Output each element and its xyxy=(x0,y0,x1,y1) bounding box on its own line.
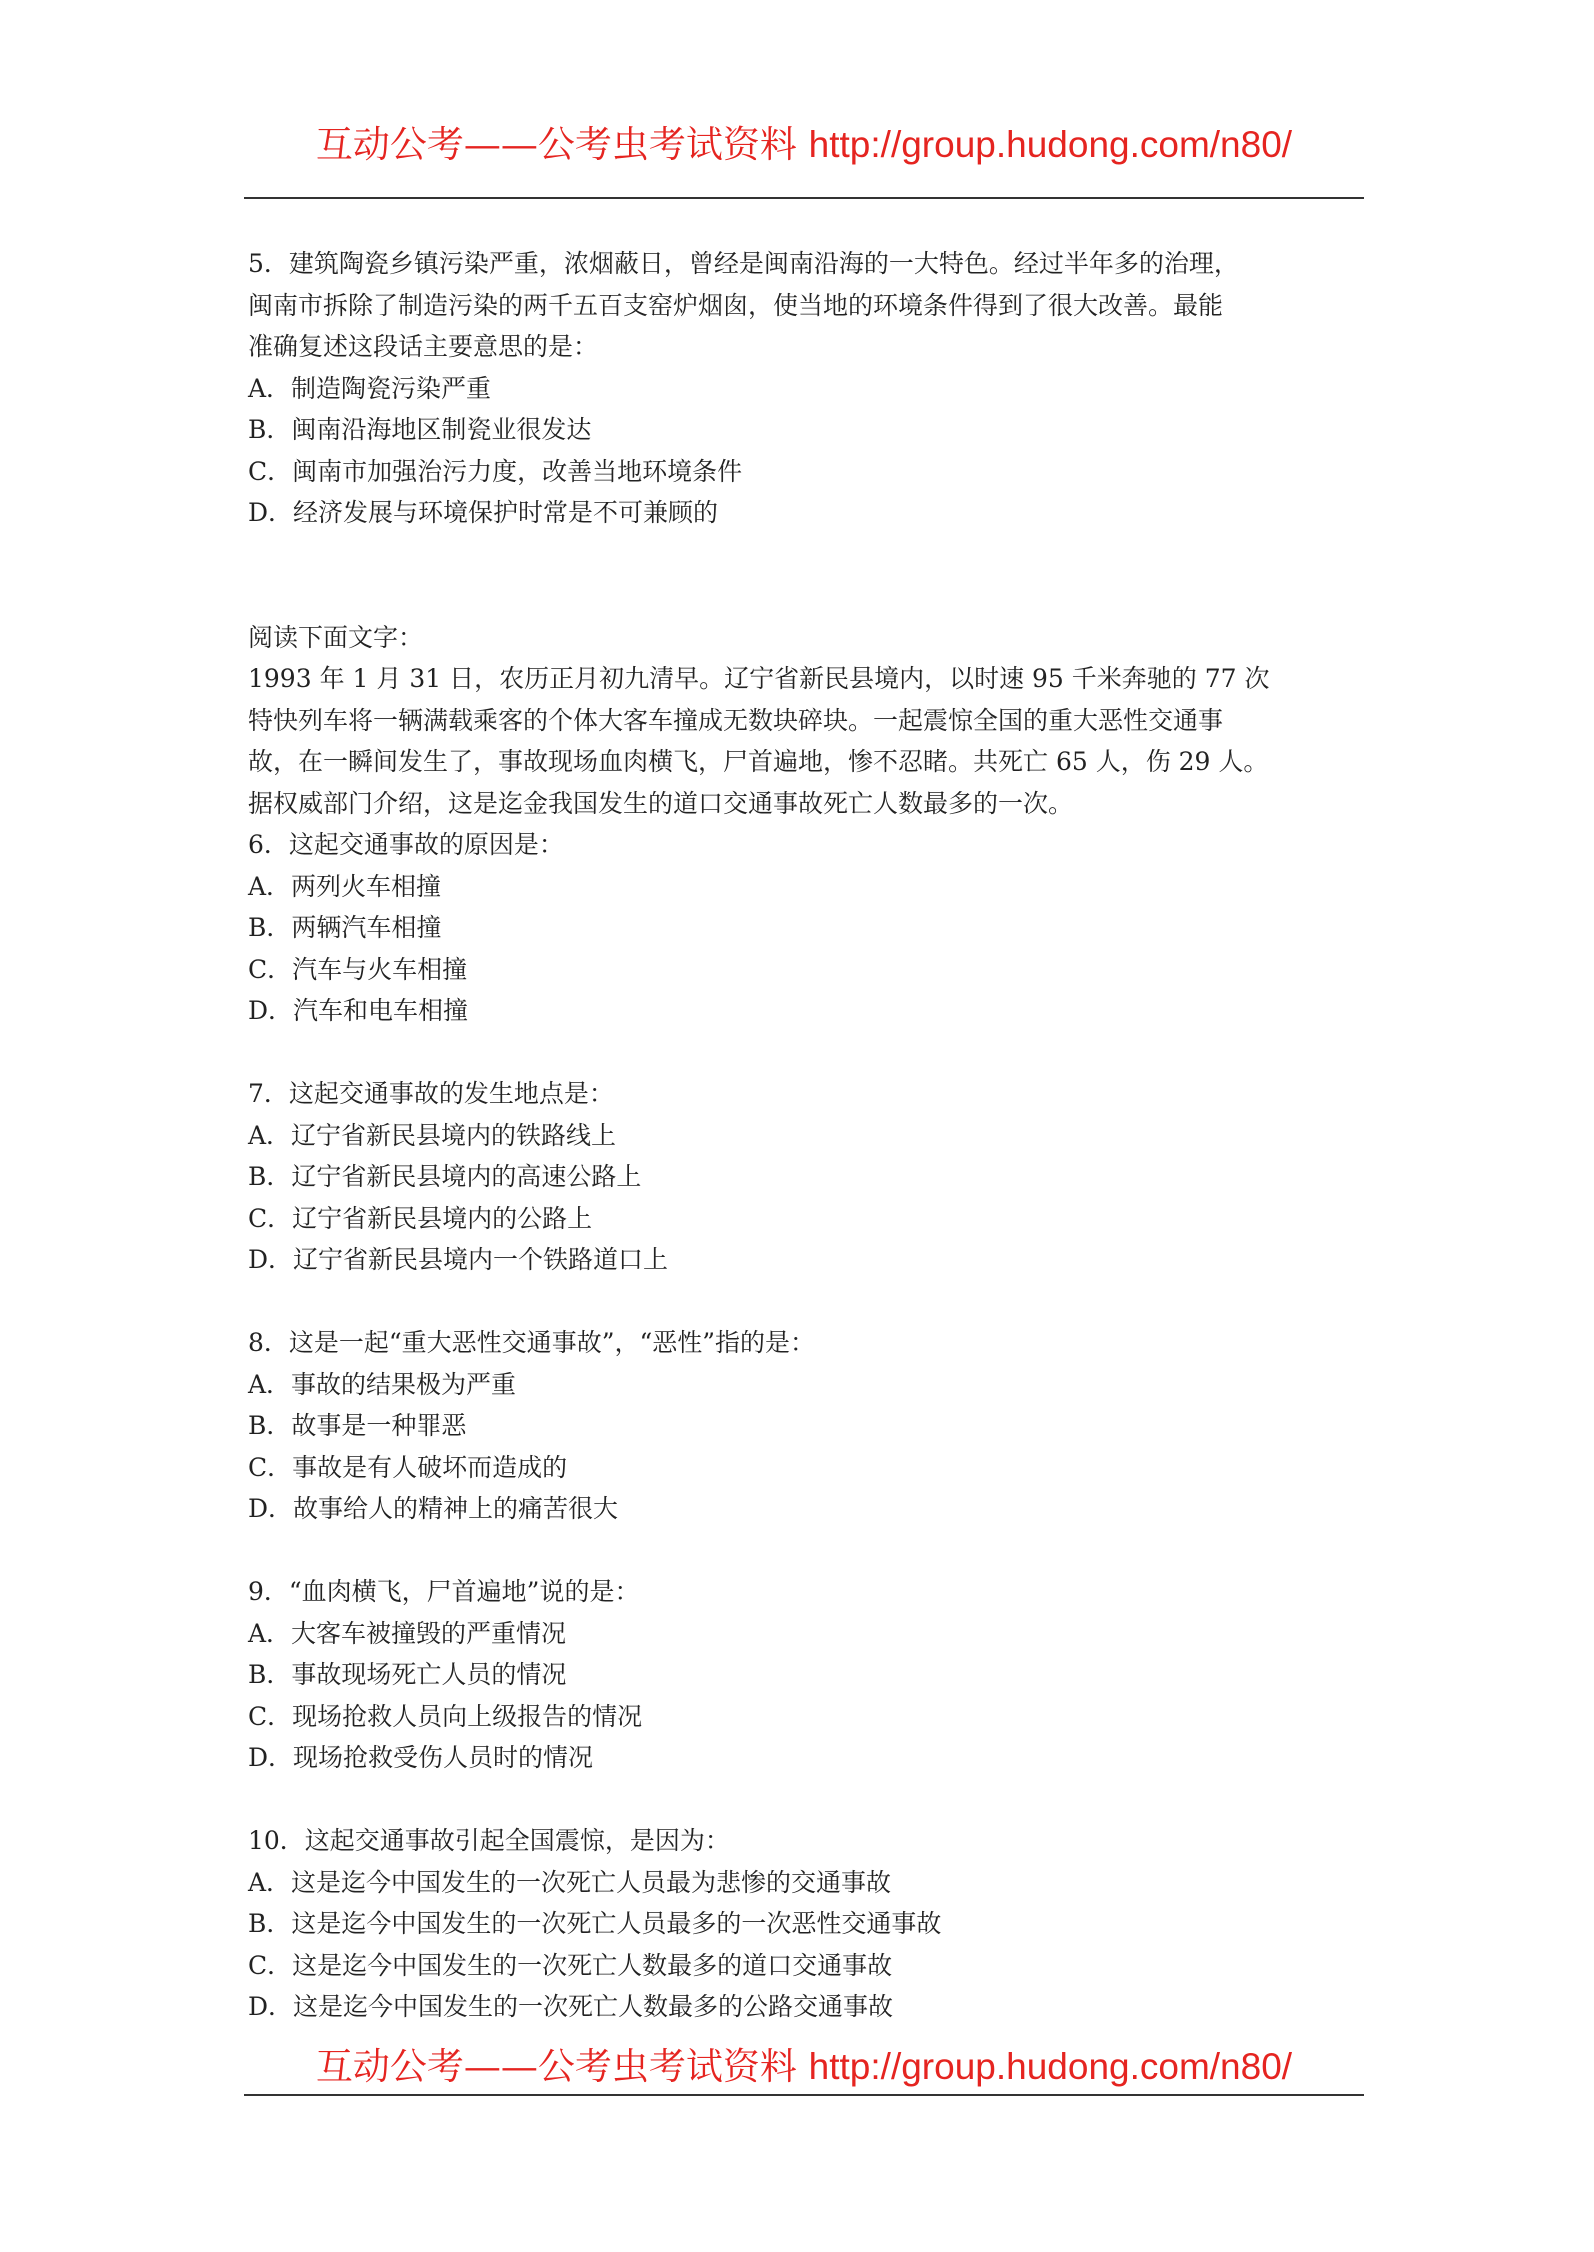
passage-intro: 阅读下面文字： xyxy=(248,622,424,652)
footer-text: 互动公考——公考虫考试资料 xyxy=(315,2045,797,2088)
answer-option: B．辽宁省新民县境内的高速公路上 xyxy=(248,1162,642,1191)
question-7 xyxy=(248,1073,1358,1281)
header-banner xyxy=(244,122,1364,168)
reading-passage xyxy=(248,617,1358,825)
answer-option: A．制造陶瓷污染严重 xyxy=(248,373,492,403)
question-stem-line: 5．建筑陶瓷乡镇污染严重，浓烟蔽日，曾经是闽南沿海的一大特色。经过半年多的治理， xyxy=(248,249,1239,278)
answer-option: D．经济发展与环境保护时常是不可兼顾的 xyxy=(248,498,719,527)
question-6 xyxy=(248,824,1358,1032)
footer-banner xyxy=(244,2044,1364,2090)
header-divider xyxy=(244,197,1364,199)
answer-option: A．这是迄今中国发生的一次死亡人员最为悲惨的交通事故 xyxy=(248,1867,892,1897)
passage-line: 1993 年 1 月 31 日，农历正月初九清早。辽宁省新民县境内，以时速 95 千米奔驰的 77 次 xyxy=(248,664,1270,693)
answer-option: C．事故是有人破坏而造成的 xyxy=(248,1452,568,1482)
answer-option: D．现场抢救受伤人员时的情况 xyxy=(248,1743,594,1772)
header-text: 互动公考——公考虫考试资料 xyxy=(315,123,797,166)
answer-option: A．大客车被撞毁的严重情况 xyxy=(248,1618,567,1648)
answer-option: D．辽宁省新民县境内一个铁路道口上 xyxy=(248,1245,669,1274)
question-10 xyxy=(248,1820,1358,2028)
footer-divider xyxy=(244,2094,1364,2096)
question-stem: 10．这起交通事故引起全国震惊，是因为： xyxy=(248,1826,730,1855)
question-8 xyxy=(248,1322,1358,1530)
question-stem: 7．这起交通事故的发生地点是： xyxy=(248,1079,614,1108)
question-5 xyxy=(248,243,1358,534)
question-stem: 6．这起交通事故的原因是： xyxy=(248,830,564,859)
answer-option: C．辽宁省新民县境内的公路上 xyxy=(248,1203,593,1233)
question-9 xyxy=(248,1571,1358,1779)
answer-option: B．这是迄今中国发生的一次死亡人员最多的一次恶性交通事故 xyxy=(248,1909,942,1938)
header-url: http://group.hudong.com/n80/ xyxy=(808,124,1293,165)
answer-option: B．闽南沿海地区制瓷业很发达 xyxy=(248,415,592,444)
passage-line: 据权威部门介绍，这是迄金我国发生的道口交通事故死亡人数最多的一次。 xyxy=(248,788,1074,818)
answer-option: B．两辆汽车相撞 xyxy=(248,913,442,942)
answer-option: C．闽南市加强治污力度，改善当地环境条件 xyxy=(248,456,743,486)
question-stem: 8．这是一起“重大恶性交通事故”，“恶性”指的是： xyxy=(248,1328,816,1357)
footer-url: http://group.hudong.com/n80/ xyxy=(808,2046,1293,2087)
document-body xyxy=(248,243,1358,2028)
passage-line: 特快列车将一辆满载乘客的个体大客车撞成无数块碎块。一起震惊全国的重大恶性交通事 xyxy=(248,705,1224,735)
answer-option: A．辽宁省新民县境内的铁路线上 xyxy=(248,1120,617,1150)
answer-option: C．现场抢救人员向上级报告的情况 xyxy=(248,1701,643,1731)
answer-option: D．故事给人的精神上的痛苦很大 xyxy=(248,1494,619,1523)
answer-option: B．故事是一种罪恶 xyxy=(248,1411,467,1440)
answer-option: B．事故现场死亡人员的情况 xyxy=(248,1660,567,1689)
question-stem-line: 闽南市拆除了制造污染的两千五百支窑炉烟囱，使当地的环境条件得到了很大改善。最能 xyxy=(248,290,1224,320)
answer-option: A．两列火车相撞 xyxy=(248,871,442,901)
answer-option: D．这是迄今中国发生的一次死亡人数最多的公路交通事故 xyxy=(248,1992,894,2021)
question-stem-line: 准确复述这段话主要意思的是： xyxy=(248,332,599,361)
answer-option: A．事故的结果极为严重 xyxy=(248,1369,517,1399)
answer-option: C．汽车与火车相撞 xyxy=(248,954,468,984)
answer-option: D．汽车和电车相撞 xyxy=(248,996,469,1025)
passage-line: 故，在一瞬间发生了，事故现场血肉横飞，尸首遍地，惨不忍睹。共死亡 65 人，伤 29 人。 xyxy=(248,747,1269,776)
answer-option: C．这是迄今中国发生的一次死亡人数最多的道口交通事故 xyxy=(248,1950,893,1980)
question-stem: 9．“血肉横飞，尸首遍地”说的是： xyxy=(248,1577,640,1606)
